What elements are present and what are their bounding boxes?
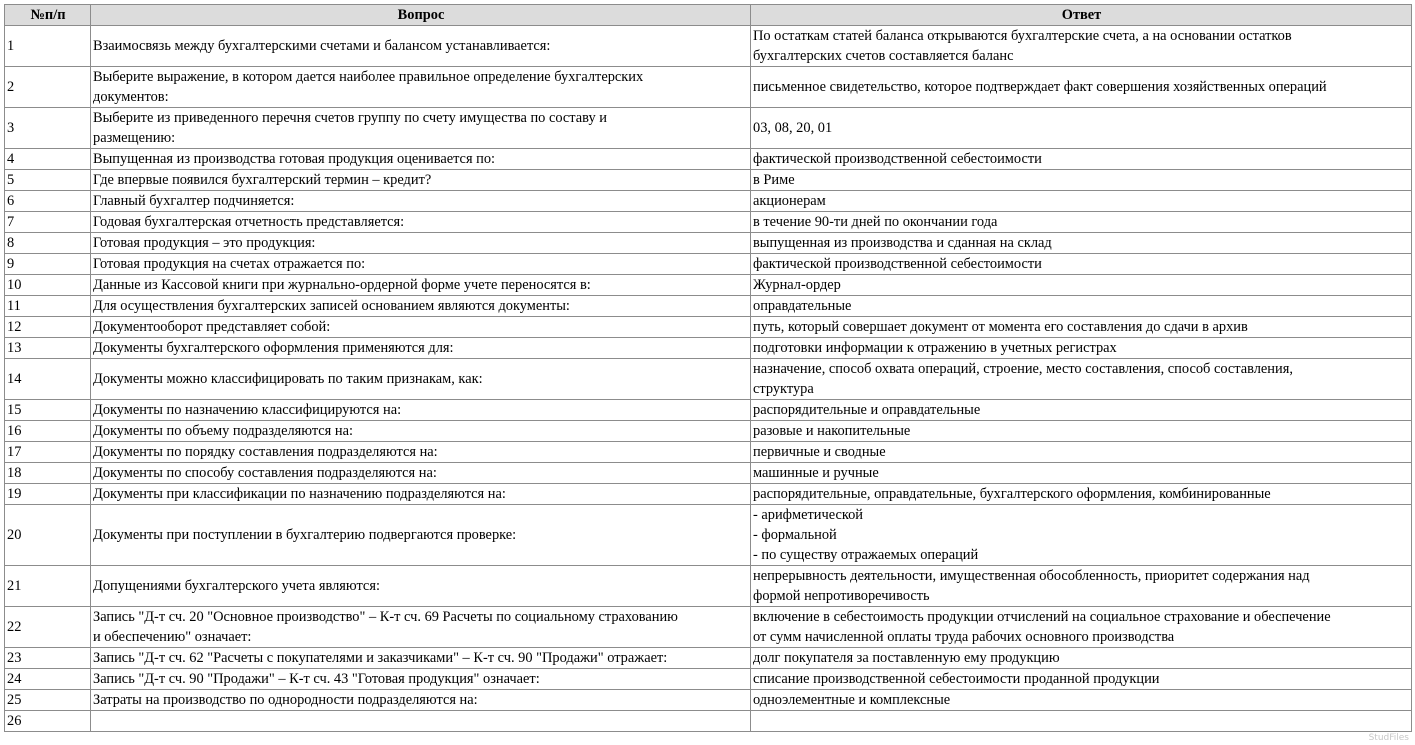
row-number: 25: [5, 690, 91, 711]
row-number: 12: [5, 317, 91, 338]
row-number: 1: [5, 26, 91, 67]
row-number: 21: [5, 566, 91, 607]
answer-line: - арифметической: [753, 507, 864, 523]
table-row: [5, 400, 1412, 421]
table-row: [5, 26, 1412, 67]
answer-line: распорядительные и оправдательные: [753, 402, 981, 418]
answer-line: - по существу отражаемых операций: [753, 547, 979, 563]
table-row: [5, 690, 1412, 711]
qa-table: [4, 4, 1412, 732]
question-cell: [91, 690, 751, 711]
question-cell: [91, 338, 751, 359]
row-number: 18: [5, 463, 91, 484]
row-number: 6: [5, 191, 91, 212]
question-cell: [91, 359, 751, 400]
row-number: 13: [5, 338, 91, 359]
table-row: [5, 607, 1412, 648]
answer-cell: [751, 648, 1412, 669]
row-number: 23: [5, 648, 91, 669]
question-cell: [91, 233, 751, 254]
answer-line: оправдательные: [753, 298, 852, 314]
question-line: Запись "Д-т сч. 20 "Основное производство" – К-т сч. 69 Расчеты по социальному страхованию: [93, 609, 678, 625]
answer-cell: [751, 317, 1412, 338]
table-row: [5, 149, 1412, 170]
question-line: Запись "Д-т сч. 90 "Продажи" – К-т сч. 43 "Готовая продукция" означает:: [93, 671, 540, 687]
table-row: [5, 463, 1412, 484]
row-number: 22: [5, 607, 91, 648]
answer-cell: [751, 338, 1412, 359]
table-row: [5, 711, 1412, 732]
table-row: [5, 212, 1412, 233]
answer-line: первичные и сводные: [753, 444, 886, 460]
question-line: Главный бухгалтер подчиняется:: [93, 193, 295, 209]
answer-line: бухгалтерских счетов составляется баланс: [753, 48, 1014, 64]
question-line: Запись "Д-т сч. 62 "Расчеты с покупателями и заказчиками" – К-т сч. 90 "Продажи" отражает:: [93, 650, 668, 666]
table-row: [5, 254, 1412, 275]
answer-line: - формальной: [753, 527, 837, 543]
table-row: [5, 566, 1412, 607]
answer-line: акционерам: [753, 193, 826, 209]
row-number: 17: [5, 442, 91, 463]
row-number: 9: [5, 254, 91, 275]
question-cell: [91, 421, 751, 442]
table-row: [5, 296, 1412, 317]
table-row: [5, 359, 1412, 400]
table-row: [5, 108, 1412, 149]
question-cell: [91, 669, 751, 690]
question-line: Выберите выражение, в котором дается наиболее правильное определение бухгалтерских: [93, 69, 644, 85]
watermark: StudFiles: [1368, 733, 1409, 743]
answer-line: Журнал-ордер: [753, 277, 841, 293]
answer-cell: [751, 254, 1412, 275]
question-cell: [91, 463, 751, 484]
row-number: 8: [5, 233, 91, 254]
table-row: [5, 233, 1412, 254]
row-number: 11: [5, 296, 91, 317]
answer-line: машинные и ручные: [753, 465, 879, 481]
question-line: Документы при поступлении в бухгалтерию подвергаются проверке:: [93, 527, 517, 543]
question-line: Затраты на производство по однородности подразделяются на:: [93, 692, 478, 708]
table-row: [5, 648, 1412, 669]
table-row: [5, 421, 1412, 442]
question-cell: [91, 275, 751, 296]
row-number: 16: [5, 421, 91, 442]
answer-cell: [751, 233, 1412, 254]
answer-line: разовые и накопительные: [753, 423, 911, 439]
table-row: [5, 170, 1412, 191]
table-row: [5, 67, 1412, 108]
question-cell: [91, 254, 751, 275]
table-body: [5, 26, 1412, 732]
row-number: 5: [5, 170, 91, 191]
question-line: Выберите из приведенного перечня счетов группу по счету имущества по составу и: [93, 110, 607, 126]
answer-line: 03, 08, 20, 01: [753, 120, 833, 136]
answer-cell: [751, 191, 1412, 212]
answer-cell: [751, 484, 1412, 505]
question-cell: [91, 67, 751, 108]
row-number: 24: [5, 669, 91, 690]
answer-cell: [751, 26, 1412, 67]
question-cell: [91, 648, 751, 669]
row-number: 14: [5, 359, 91, 400]
answer-line: фактической производственной себестоимости: [753, 256, 1042, 272]
answer-cell: [751, 690, 1412, 711]
answer-line: одноэлементные и комплексные: [753, 692, 951, 708]
table-row: [5, 442, 1412, 463]
header-answer: Ответ: [751, 5, 1412, 26]
answer-line: назначение, способ охвата операций, строение, место составления, способ составления,: [753, 361, 1293, 377]
answer-cell: [751, 505, 1412, 566]
question-line: Документы по назначению классифицируются на:: [93, 402, 402, 418]
row-number: 7: [5, 212, 91, 233]
question-line: Данные из Кассовой книги при журнально-ордерной форме учете переносятся в:: [93, 277, 591, 293]
answer-line: выпущенная из производства и сданная на склад: [753, 235, 1052, 251]
answer-cell: [751, 421, 1412, 442]
answer-line: распорядительные, оправдательные, бухгалтерского оформления, комбинированные: [753, 486, 1271, 502]
question-line: Годовая бухгалтерская отчетность представляется:: [93, 214, 405, 230]
question-line: документов:: [93, 89, 169, 105]
answer-line: путь, который совершает документ от момента его составления до сдачи в архив: [753, 319, 1248, 335]
question-line: Выпущенная из производства готовая продукция оценивается по:: [93, 151, 496, 167]
table-row: [5, 669, 1412, 690]
table-row: [5, 191, 1412, 212]
question-cell: [91, 149, 751, 170]
question-line: Документооборот представляет собой:: [93, 319, 331, 335]
question-line: Документы по способу составления подразделяются на:: [93, 465, 437, 481]
question-line: и обеспечению" означает:: [93, 629, 252, 645]
question-line: Документы бухгалтерского оформления применяются для:: [93, 340, 454, 356]
answer-line: По остаткам статей баланса открываются бухгалтерские счета, а на основании остатков: [753, 28, 1292, 44]
question-cell: [91, 170, 751, 191]
answer-line: письменное свидетельство, которое подтверждает факт совершения хозяйственных операций: [753, 79, 1327, 95]
row-number: 10: [5, 275, 91, 296]
header-row: [5, 5, 1412, 26]
answer-line: долг покупателя за поставленную ему продукцию: [753, 650, 1060, 666]
answer-cell: [751, 275, 1412, 296]
question-cell: [91, 400, 751, 421]
answer-cell: [751, 170, 1412, 191]
question-cell: [91, 484, 751, 505]
row-number: 3: [5, 108, 91, 149]
question-line: Взаимосвязь между бухгалтерскими счетами и балансом устанавливается:: [93, 38, 551, 54]
row-number: 2: [5, 67, 91, 108]
question-line: Готовая продукция на счетах отражается по:: [93, 256, 366, 272]
answer-cell: [751, 400, 1412, 421]
answer-line: списание производственной себестоимости проданной продукции: [753, 671, 1160, 687]
question-line: Документы при классификации по назначению подразделяются на:: [93, 486, 506, 502]
table-row: [5, 484, 1412, 505]
question-cell: [91, 108, 751, 149]
answer-line: в Риме: [753, 172, 795, 188]
answer-cell: [751, 296, 1412, 317]
answer-cell: [751, 566, 1412, 607]
question-cell: [91, 711, 751, 732]
question-line: размещению:: [93, 130, 176, 146]
row-number: 20: [5, 505, 91, 566]
question-line: Документы по объему подразделяются на:: [93, 423, 353, 439]
answer-cell: [751, 463, 1412, 484]
answer-line: структура: [753, 381, 814, 397]
table-row: [5, 505, 1412, 566]
row-number: 19: [5, 484, 91, 505]
row-number: 15: [5, 400, 91, 421]
header-number: №п/п: [5, 5, 91, 26]
table-row: [5, 275, 1412, 296]
table-row: [5, 338, 1412, 359]
answer-cell: [751, 67, 1412, 108]
question-line: Документы можно классифицировать по таким признакам, как:: [93, 371, 483, 387]
question-line: Где впервые появился бухгалтерский термин – кредит?: [93, 172, 432, 188]
table-row: [5, 317, 1412, 338]
answer-cell: [751, 607, 1412, 648]
question-cell: [91, 26, 751, 67]
answer-cell: [751, 442, 1412, 463]
answer-cell: [751, 669, 1412, 690]
answer-cell: [751, 711, 1412, 732]
question-line: Готовая продукция – это продукция:: [93, 235, 316, 251]
question-line: Документы по порядку составления подразделяются на:: [93, 444, 438, 460]
question-cell: [91, 191, 751, 212]
row-number: 4: [5, 149, 91, 170]
answer-line: включение в себестоимость продукции отчислений на социальное страхование и обеспечение: [753, 609, 1331, 625]
answer-cell: [751, 359, 1412, 400]
answer-line: в течение 90-ти дней по окончании года: [753, 214, 998, 230]
question-cell: [91, 317, 751, 338]
answer-line: формой непротиворечивость: [753, 588, 930, 604]
question-cell: [91, 212, 751, 233]
row-number: 26: [5, 711, 91, 732]
answer-line: непрерывность деятельности, имущественная обособленность, приоритет содержания над: [753, 568, 1310, 584]
answer-line: от сумм начисленной оплаты труда рабочих основного производства: [753, 629, 1175, 645]
question-cell: [91, 505, 751, 566]
answer-line: фактической производственной себестоимости: [753, 151, 1042, 167]
question-cell: [91, 607, 751, 648]
answer-cell: [751, 149, 1412, 170]
answer-cell: [751, 108, 1412, 149]
answer-line: подготовки информации к отражению в учетных регистрах: [753, 340, 1117, 356]
question-cell: [91, 442, 751, 463]
question-line: Допущениями бухгалтерского учета являются:: [93, 578, 380, 594]
header-question: Вопрос: [91, 5, 751, 26]
question-cell: [91, 566, 751, 607]
answer-cell: [751, 212, 1412, 233]
question-line: Для осуществления бухгалтерских записей основанием являются документы:: [93, 298, 570, 314]
question-cell: [91, 296, 751, 317]
